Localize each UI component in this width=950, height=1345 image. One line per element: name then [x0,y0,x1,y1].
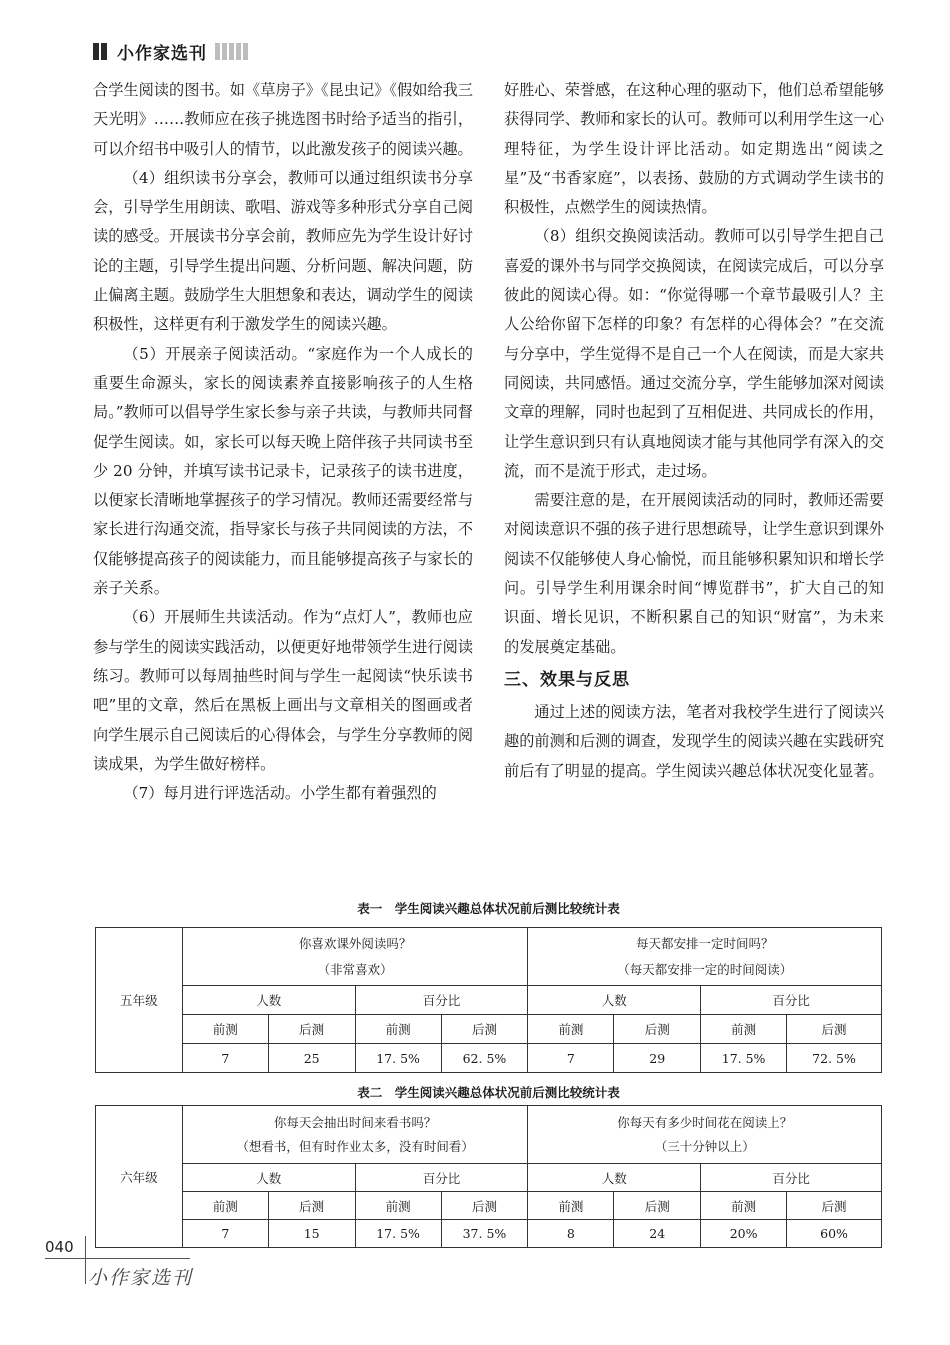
header-cell: 前测 [355,1015,441,1044]
header-cell: 前测 [528,1192,614,1220]
data-cell: 15 [268,1220,355,1248]
section-heading: 三、效果与反思 [504,669,630,690]
header-cell: 百分比 [701,986,882,1015]
table1 [95,927,882,1073]
header-cell: 后测 [614,1192,701,1220]
paragraph: （4）组织读书分享会，教师可以通过组织读书分享会，引导学生用朗读、歌唱、游戏等多种形式分享自己阅读的感受。开展读书分享会前，教师应先为学生设计好讨论的主题，引导学生提出问题、分析问题、解决问题，防止偏离主题。鼓励学生大胆想象和表达，调动学生的阅读积极性，这样更有利于激发学生的阅读兴趣。 [93,168,473,334]
paragraph: 需要注意的是，在开展阅读活动的同时，教师还需要对阅读意识不强的孩子进行思想疏导，让学生意识到课外阅读不仅能够使人身心愉悦，而且能够积累知识和增长学问。引导学生利用课余时间“博览群书”，扩大自己的知识面、增长见识，不断积累自己的知识“财富”，为未来的发展奠定基础。 [504,491,884,656]
question-text: 你每天会抽出时间来看书吗？ [273,1114,437,1130]
header-right-mark [215,43,250,60]
table2 [95,1105,882,1248]
paragraph: （8）组织交换阅读活动。教师可以引导学生把自己喜爱的课外书与同学交换阅读，在阅读完成后，可以分享彼此的阅读心得。如：“你觉得哪一个章节最吸引人？主人公给你留下怎样的印象？有怎样的心得体会？”在交流与分享中，学生觉得不是自己一个人在阅读，而是大家共同阅读，共同感悟。通过交流分享，学生能够加深对阅读文章的理解，同时也起到了互相促进、共同成长的作用，让学生意识到只有认真地阅读才能与其他同学有深入的交流，而不是流于形式，走过场。 [504,227,884,480]
footer-divider-horizontal [45,1258,190,1259]
data-cell: 24 [614,1220,701,1248]
right-column [504,76,884,786]
question-cell [182,928,528,986]
data-cell: 62. 5% [441,1044,528,1073]
data-cell: 72. 5% [787,1044,882,1073]
header-cell: 人数 [528,986,701,1015]
footer-brand-logo: 小作家选刊 [88,1267,194,1289]
question-subtext: （非常喜欢） [317,961,393,977]
data-cell: 7 [182,1044,268,1073]
question-text: 每天都安排一定时间吗？ [635,935,774,951]
table1-caption: 表一 学生阅读兴趣总体状况前后测比较统计表 [357,901,620,916]
header-cell: 前测 [528,1015,614,1044]
header-cell: 前测 [182,1192,268,1220]
header-cell: 人数 [182,1164,355,1192]
running-header [93,38,250,64]
data-cell: 60% [787,1220,882,1248]
data-cell: 20% [701,1220,787,1248]
table2-caption: 表二 学生阅读兴趣总体状况前后测比较统计表 [357,1085,620,1100]
left-column [93,76,473,808]
question-subtext: （想看书，但有时作业太多，没有时间看） [236,1138,474,1154]
header-cell: 后测 [441,1192,528,1220]
header-cell: 后测 [787,1192,882,1220]
question-text: 你每天有多少时间花在阅读上？ [617,1114,793,1130]
question-cell [528,1106,882,1164]
header-cell: 后测 [614,1015,701,1044]
question-subtext: （三十分钟以上） [654,1138,755,1154]
header-cell: 后测 [787,1015,882,1044]
data-cell: 7 [528,1044,614,1073]
header-cell: 前测 [701,1192,787,1220]
footer-divider-vertical [85,1236,86,1284]
header-cell: 百分比 [355,986,528,1015]
header-cell: 人数 [528,1164,701,1192]
paragraph: 好胜心、荣誉感，在这种心理的驱动下，他们总希望能够获得同学、教师和家长的认可。教师可以利用学生这一心理特征，为学生设计评比活动。如定期选出“阅读之星”及“书香家庭”，以表扬、鼓励的方式调动学生读书的积极性，点燃学生的阅读热情。 [504,81,884,217]
data-cell: 29 [614,1044,701,1073]
question-subtext: （每天都安排一定的时间阅读） [617,961,793,977]
grade-cell: 五年级 [96,928,183,1073]
header-cell: 百分比 [355,1164,528,1192]
paragraph: 通过上述的阅读方法，笔者对我校学生进行了阅读兴趣的前测和后测的调查，发现学生的阅读兴趣在实践研究前后有了明显的提高。学生阅读兴趣总体状况变化显著。 [504,702,884,780]
question-cell [528,928,882,986]
data-cell: 17. 5% [355,1220,441,1248]
paragraph: （7）每月进行评选活动。小学生都有着强烈的 [123,784,437,803]
data-cell: 37. 5% [441,1220,528,1248]
header-cell: 前测 [701,1015,787,1044]
data-cell: 17. 5% [701,1044,787,1073]
question-text: 你喜欢课外阅读吗？ [298,935,412,951]
paragraph: （5）开展亲子阅读活动。“家庭作为一个人成长的重要生命源头，家长的阅读素养直接影响孩子的人生格局。”教师可以倡导学生家长参与亲子共读，与教师共同督促学生阅读。如，家长可以每天晚上陪伴孩子共同读书至少 20 分钟，并填写读书记录卡，记录孩子的读书进度，以便家长清晰地掌握孩子的学习情况。教师还需要经常与家长进行沟通交流，指导家长与孩子共同阅读的方法，不仅能够提高孩子的阅读能力，而且能够提高孩子与家长的亲子关系。 [93,344,473,598]
header-cell: 后测 [268,1192,355,1220]
header-cell: 后测 [268,1015,355,1044]
header-cell: 人数 [182,986,355,1015]
journal-title: 小作家选刊 [117,43,207,64]
header-cell: 百分比 [701,1164,882,1192]
data-cell: 25 [268,1044,355,1073]
header-cell: 前测 [355,1192,441,1220]
data-cell: 8 [528,1220,614,1248]
page-number: 040 [45,1238,74,1256]
header-cell: 前测 [182,1015,268,1044]
paragraph: 合学生阅读的图书。如《草房子》《昆虫记》《假如给我三天光明》……教师应在孩子挑选图书时给予适当的指引，可以介绍书中吸引人的情节，以此激发孩子的阅读兴趣。 [93,81,473,158]
data-cell: 7 [182,1220,268,1248]
header-left-mark [93,43,109,60]
grade-cell: 六年级 [96,1106,183,1248]
data-cell: 17. 5% [355,1044,441,1073]
header-cell: 后测 [441,1015,528,1044]
question-cell [182,1106,528,1164]
paragraph: （6）开展师生共读活动。作为“点灯人”，教师也应参与学生的阅读实践活动，以便更好地带领学生进行阅读练习。教师可以每周抽些时间与学生一起阅读“快乐读书吧”里的文章，然后在黑板上画出与文章相关的图画或者向学生展示自己阅读后的心得体会，与学生分享教师的阅读成果，为学生做好榜样。 [93,608,473,773]
